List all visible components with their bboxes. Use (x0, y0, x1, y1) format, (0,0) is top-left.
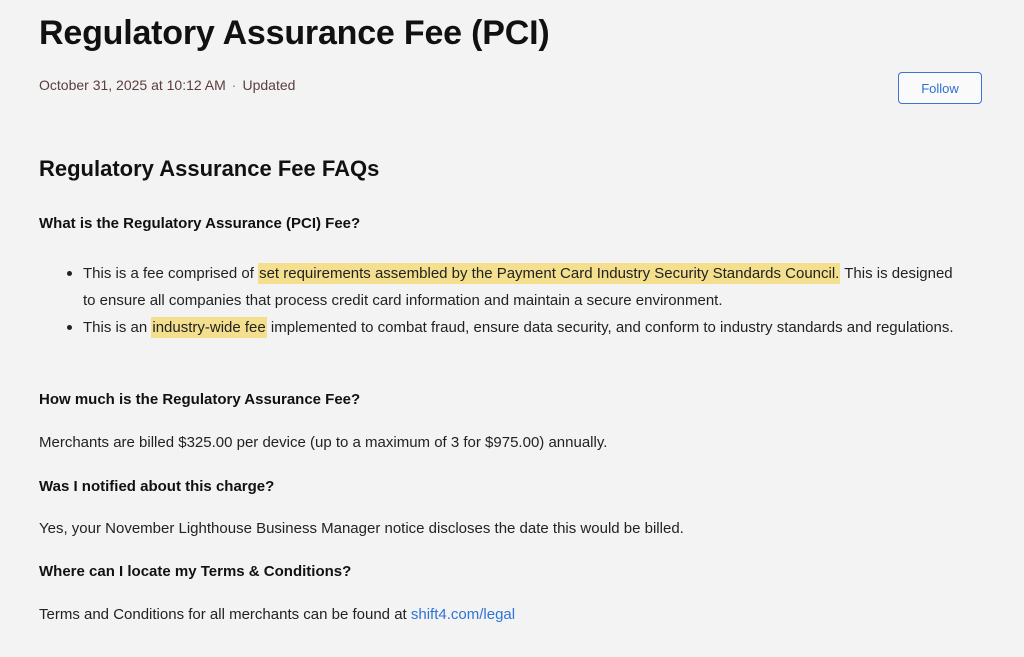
article-title: Regulatory Assurance Fee (PCI) (39, 14, 550, 52)
bullet-2-text-before: This is an (83, 319, 152, 336)
bullet-2-text-after: implemented to combat fraud, ensure data security, and conform to industry standards and regulations. (266, 319, 954, 336)
list-item (83, 314, 963, 341)
bullet-1-text-after: This is designed to ensure all companies that process credit card information and maintain a secure environment. (83, 265, 953, 309)
faq-question-2: How much is the Regulatory Assurance Fee? (39, 391, 361, 408)
faq-answer-2: Merchants are billed $325.00 per device (up to a maximum of 3 for $975.00) annually. (39, 434, 608, 451)
bullet-1-highlight: set requirements assembled by the Payment Card Industry Security Standards Council. (259, 265, 840, 282)
faq-answer-4-text: Terms and Conditions for all merchants can be found at (39, 606, 411, 623)
meta-separator: · (231, 77, 237, 93)
bullet-1-text-before: This is a fee comprised of (83, 265, 259, 282)
article-date: October 31, 2025 at 10:12 AM (39, 77, 226, 93)
faq-question-1: What is the Regulatory Assurance (PCI) Fee? (39, 215, 361, 232)
faq-question-4: Where can I locate my Terms & Conditions? (39, 563, 352, 580)
faq-answer-1-list (83, 260, 963, 341)
list-item (83, 260, 963, 314)
faq-answer-3: Yes, your November Lighthouse Business Manager notice discloses the date this would be billed. (39, 520, 684, 537)
updated-label: Updated (242, 77, 296, 93)
bullet-2-highlight: industry-wide fee (152, 319, 266, 336)
legal-link[interactable]: shift4.com/legal (410, 606, 516, 623)
follow-button[interactable]: Follow (898, 72, 982, 104)
faq-heading: Regulatory Assurance Fee FAQs (39, 156, 380, 181)
article-meta (39, 77, 295, 93)
faq-question-3: Was I notified about this charge? (39, 478, 275, 495)
faq-answer-4 (39, 606, 515, 623)
